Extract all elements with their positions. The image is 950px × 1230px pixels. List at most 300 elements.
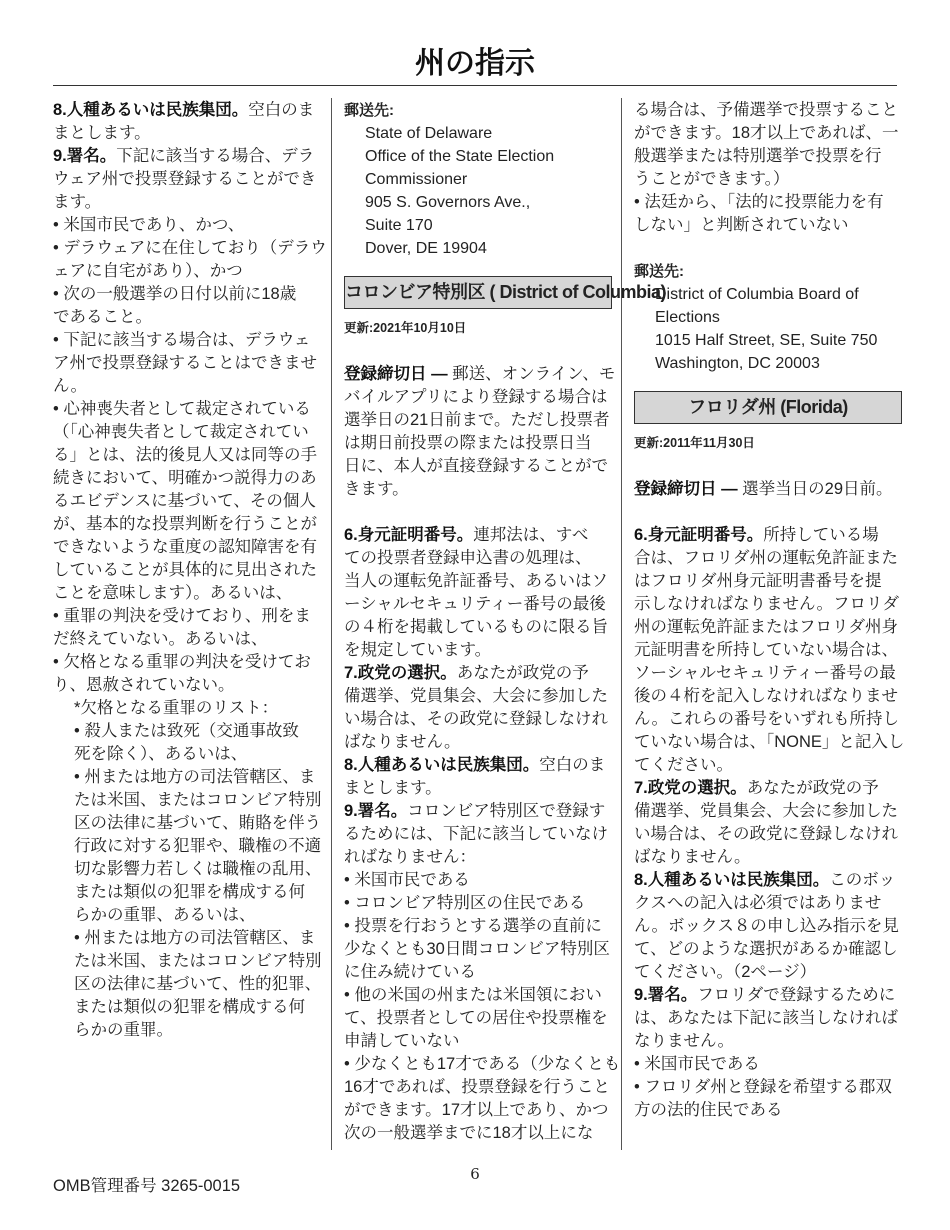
line-text: ばなりません。 <box>634 848 751 866</box>
text-line <box>74 927 325 950</box>
text-line <box>634 915 902 938</box>
state-section-header <box>634 391 902 424</box>
text-line <box>53 375 325 398</box>
text-line <box>634 639 902 662</box>
text-line <box>53 398 325 421</box>
text-line <box>344 639 612 662</box>
instruction-paragraph <box>634 777 902 869</box>
line-text: 更新:2011年11月30日 <box>634 436 755 450</box>
text-line <box>634 708 902 731</box>
line-text: まとします。 <box>344 779 442 797</box>
line-text: る」とは、法的後見人又は同等の手 <box>53 446 317 464</box>
line-text: 区の法律に基づいて、賄賂を伴う <box>74 814 322 832</box>
line-text: たは米国、またはコロンビア特別 <box>74 791 322 809</box>
line-text: てください。 <box>634 756 733 774</box>
line-text: 郵送、オンライン、モ <box>452 365 616 383</box>
line-text: • 心神喪失者として裁定されている <box>53 400 311 418</box>
text-line <box>53 559 325 582</box>
text-line <box>634 892 902 915</box>
line-text: 区の法律に基づいて、性的犯罪、 <box>74 975 322 993</box>
item-heading: 登録締切日 — <box>344 365 453 383</box>
line-text: • フロリダ州と登録を希望する郡双 <box>634 1078 892 1096</box>
line-text: • 下記に該当する場合は、デラウェ <box>53 331 311 349</box>
text-line <box>344 1053 621 1076</box>
line-text: ての投票者登録申込書の処理は、 <box>344 549 592 567</box>
line-text: ができます。18才以上であれば、一 <box>634 124 899 142</box>
line-text: District of Columbia Board of <box>655 286 859 303</box>
line-text: • 他の米国の州または米国領におい <box>344 986 602 1004</box>
instruction-paragraph <box>344 800 612 869</box>
text-line <box>344 777 612 800</box>
text-line <box>344 754 612 777</box>
line-text: 申請していない <box>344 1032 460 1050</box>
instruction-paragraph <box>634 191 902 237</box>
text-line <box>344 961 612 984</box>
text-line <box>634 593 902 616</box>
line-text: 元証明書を所持していない場合は、 <box>634 641 898 659</box>
instruction-paragraph <box>53 398 325 605</box>
line-text: • 殺人または致死（交通事故致 <box>74 722 299 740</box>
text-line <box>53 490 325 513</box>
text-line <box>345 277 666 308</box>
line-text: • 欠格となる重罪の判決を受けてお <box>53 653 311 671</box>
item-heading: 9.署名。 <box>634 986 698 1004</box>
line-text: 日に、本人が直接登録することがで <box>344 457 608 475</box>
line-text: クスへの記入は必須ではありませ <box>634 894 882 912</box>
line-text: 州の運転免許証またはフロリダ州身 <box>634 618 898 636</box>
text-line <box>634 524 902 547</box>
line-text: うことができます。） <box>634 170 790 188</box>
line-text: て、どのような選択があるか確認し <box>634 940 898 958</box>
line-text: らかの重罪。 <box>74 1021 173 1039</box>
line-text: ェアに自宅があり）、かつ <box>53 262 243 280</box>
line-text: ます。 <box>53 193 102 211</box>
line-text: または類似の犯罪を構成する何 <box>74 883 305 901</box>
text-line <box>634 961 902 984</box>
line-text: フロリダ州 (Florida) <box>688 397 848 417</box>
item-heading: 9.署名。 <box>53 147 117 165</box>
line-text: 少なくとも30日間コロンビア特別区 <box>344 940 610 958</box>
text-line <box>344 1076 612 1099</box>
line-text: ばなりません。 <box>344 733 461 751</box>
line-text: 方の法的住民である <box>634 1101 783 1119</box>
column-3 <box>634 99 905 1122</box>
text-line <box>634 570 902 593</box>
text-line <box>634 1076 902 1099</box>
line-text: 続きにおいて、明確かつ説得力のあ <box>53 469 317 487</box>
line-text: が、基本的な投票判断を行うことが <box>53 515 317 533</box>
text-line <box>365 214 612 237</box>
line-text: て、投票者としての居住や投票権を <box>344 1009 608 1027</box>
line-text: 1015 Half Street, SE, Suite 750 <box>655 332 878 349</box>
line-text: 次の一般選挙までに18才以上にな <box>344 1124 594 1142</box>
line-text: 選挙日の21日前まで。ただし投票者 <box>344 411 610 429</box>
text-line <box>53 283 325 306</box>
text-line <box>74 812 325 835</box>
instruction-paragraph <box>53 214 325 237</box>
title-divider <box>53 85 897 86</box>
text-line <box>74 950 325 973</box>
text-line <box>74 743 325 766</box>
text-line <box>74 904 325 927</box>
text-line <box>634 846 902 869</box>
text-line <box>53 214 325 237</box>
line-text: は、あなたは下記に該当しなければ <box>634 1009 898 1027</box>
text-line <box>344 685 612 708</box>
instruction-paragraph <box>634 99 902 191</box>
text-line <box>344 938 612 961</box>
line-text: るためには、下記に該当していなけ <box>344 825 608 843</box>
instruction-paragraph <box>53 99 325 145</box>
line-text: たは米国、またはコロンビア特別 <box>74 952 322 970</box>
line-text: Commissioner <box>365 171 468 188</box>
line-text: の４桁を掲載しているものに限る旨 <box>344 618 608 636</box>
line-text: 下記に該当する場合、デラ <box>116 147 315 165</box>
item-heading: 8.人種あるいは民族集団。 <box>344 756 540 774</box>
item-heading: 7.政党の選択。 <box>344 664 457 682</box>
omb-control-number: OMB管理番号 3265-0015 <box>53 1177 241 1195</box>
instruction-paragraph <box>53 237 325 283</box>
text-line <box>344 386 612 409</box>
instruction-paragraph <box>344 524 612 662</box>
page-title: 州の指示 <box>415 46 535 81</box>
text-line <box>634 823 902 846</box>
text-line <box>655 329 902 352</box>
text-line <box>53 99 325 122</box>
line-text: ればなりません： <box>344 848 476 866</box>
line-text: に住み続けている <box>344 963 476 981</box>
text-line <box>344 869 612 892</box>
line-text: ア州で投票登録することはできませ <box>53 354 317 372</box>
line-text: 所持している場 <box>763 526 879 544</box>
instruction-paragraph <box>53 720 325 766</box>
line-text: • 州または地方の司法管轄区、ま <box>74 768 316 786</box>
line-text: できないような重度の認知障害を有 <box>53 538 317 556</box>
line-text: 行政に対する犯罪や、職権の不適 <box>74 837 322 855</box>
line-text: *欠格となる重罪のリスト： <box>74 699 279 717</box>
line-text: Dover, DE 19904 <box>365 240 487 257</box>
line-text: していることが具体的に見出された <box>53 561 317 579</box>
updated-date <box>344 317 612 340</box>
text-line <box>53 651 325 674</box>
line-text: State of Delaware <box>365 125 493 142</box>
instruction-paragraph <box>53 697 325 720</box>
text-line <box>53 191 325 214</box>
text-line <box>634 191 902 214</box>
text-line <box>53 306 325 329</box>
line-text: であること。 <box>53 308 152 326</box>
text-line <box>53 536 325 559</box>
line-text: ソーシャルセキュリティー番号の最 <box>634 664 896 682</box>
line-text: 郵送先: <box>344 102 394 119</box>
line-text: い場合は、その政党に登録しなけれ <box>634 825 898 843</box>
text-line <box>344 1099 612 1122</box>
text-line <box>74 1019 325 1042</box>
text-line <box>344 547 612 570</box>
line-text: あなたが政党の予 <box>456 664 589 682</box>
line-text: ん。これらの番号をいずれも所持し <box>634 710 899 728</box>
text-line <box>655 306 902 329</box>
text-line <box>634 122 902 145</box>
line-text: ん。ボックス８の申し込み指示を見 <box>634 917 899 935</box>
text-line <box>74 766 325 789</box>
item-heading: 7.政党の選択。 <box>634 779 747 797</box>
instruction-paragraph <box>634 524 905 777</box>
text-line <box>53 260 325 283</box>
text-line <box>634 214 902 237</box>
line-text: ウェア州で投票登録することができ <box>53 170 317 188</box>
line-text: Suite 170 <box>365 217 433 234</box>
line-text: Elections <box>655 309 720 326</box>
text-line <box>53 352 325 375</box>
text-line <box>634 260 902 283</box>
instruction-paragraph <box>634 984 902 1053</box>
line-text: きます。 <box>344 480 409 498</box>
line-text: Office of the State Election <box>365 148 555 165</box>
text-line <box>344 455 612 478</box>
column-1 <box>53 99 325 1042</box>
text-line <box>344 432 612 455</box>
line-text: を規定しています。 <box>344 641 492 659</box>
text-line <box>344 99 612 122</box>
line-text: 般選挙または特別選挙で投票を行 <box>634 147 882 165</box>
line-text: （「心神喪失者として裁定されてい <box>53 423 309 441</box>
mailing-label <box>634 260 902 283</box>
line-text: 死を除く）、あるいは、 <box>74 745 248 763</box>
text-line <box>74 720 325 743</box>
text-line <box>365 168 612 191</box>
column-divider <box>331 98 332 1150</box>
text-line <box>344 409 612 432</box>
line-text: る場合は、予備選挙で投票すること <box>634 101 898 119</box>
column-2 <box>344 99 666 1145</box>
line-text: い場合は、その政党に登録しなけれ <box>344 710 608 728</box>
text-line <box>344 892 612 915</box>
column-divider <box>621 98 622 1150</box>
instruction-paragraph <box>53 605 325 651</box>
text-line <box>634 800 902 823</box>
text-line <box>634 731 905 754</box>
instruction-paragraph <box>634 869 902 984</box>
text-line <box>634 1053 902 1076</box>
instruction-paragraph <box>344 869 612 892</box>
text-line <box>655 283 902 306</box>
item-heading: 8.人種あるいは民族集団。 <box>634 871 830 889</box>
text-line <box>74 996 325 1019</box>
line-text: は期日前投票の際または投票日当 <box>344 434 592 452</box>
line-text: フロリダで登録するために <box>697 986 896 1004</box>
text-line <box>344 800 612 823</box>
line-text: あなたが政党の予 <box>746 779 879 797</box>
text-line <box>53 582 325 605</box>
line-text: ーシャルセキュリティー番号の最後 <box>344 595 606 613</box>
text-line <box>344 616 612 639</box>
text-line <box>634 478 902 501</box>
text-line <box>344 1122 612 1145</box>
line-text: 選挙当日の29日前。 <box>742 480 893 498</box>
line-text: • 州または地方の司法管轄区、ま <box>74 929 316 947</box>
text-line <box>365 122 612 145</box>
text-line <box>74 973 325 996</box>
text-line <box>344 524 612 547</box>
text-line <box>53 674 325 697</box>
page-number: 6 <box>470 1165 480 1183</box>
text-line <box>344 478 612 501</box>
text-line <box>53 421 325 444</box>
line-text: るエビデンスに基づいて、その個人 <box>53 492 316 510</box>
text-line <box>53 145 325 168</box>
line-text: • 米国市民であり、かつ、 <box>53 216 245 234</box>
text-line <box>634 869 902 892</box>
text-line <box>53 605 325 628</box>
line-text: 905 S. Governors Ave., <box>365 194 531 211</box>
text-line <box>53 444 325 467</box>
text-line <box>344 1007 612 1030</box>
line-text: • 次の一般選挙の日付以前に18歳 <box>53 285 297 303</box>
text-line <box>74 858 325 881</box>
text-line <box>53 237 325 260</box>
line-text: バイルアプリにより登録する場合は <box>344 388 608 406</box>
updated-date <box>634 432 902 455</box>
item-heading: 6.身元証明番号。 <box>634 526 764 544</box>
line-text: • コロンビア特別区の住民である <box>344 894 586 912</box>
item-heading: 6.身元証明番号。 <box>344 526 474 544</box>
text-line <box>53 513 325 536</box>
line-text: コロンビア特別区 ( District of Columbia) <box>345 282 666 302</box>
text-line <box>344 1030 612 1053</box>
text-line <box>634 777 902 800</box>
text-line <box>634 168 902 191</box>
line-text: ん。 <box>53 377 87 395</box>
line-text: 空白のま <box>539 756 606 774</box>
line-text: 備選挙、党員集会、大会に参加した <box>344 687 608 705</box>
instruction-paragraph <box>634 1053 902 1076</box>
line-text: らかの重罪、あるいは、 <box>74 906 256 924</box>
line-text: ていない場合は、「NONE」と記入し <box>634 733 905 751</box>
text-line <box>344 731 612 754</box>
line-text: 備選挙、党員集会、大会に参加した <box>634 802 898 820</box>
instruction-paragraph <box>53 651 325 697</box>
instruction-paragraph <box>53 927 325 1042</box>
state-section-header <box>344 276 666 309</box>
instruction-paragraph <box>344 892 612 915</box>
text-line <box>53 329 325 352</box>
line-text: • デラウェアに在住しており（デラウ <box>53 239 327 257</box>
text-line <box>634 754 902 777</box>
text-line <box>634 1007 902 1030</box>
line-text: り、恩赦されていない。 <box>53 676 235 694</box>
text-line <box>74 881 325 904</box>
text-line <box>344 823 612 846</box>
instruction-paragraph <box>53 766 325 927</box>
text-line <box>634 99 902 122</box>
line-text: ことを意味します）。あるいは、 <box>53 584 293 602</box>
line-text: 後の４桁を記入しなければなりませ <box>634 687 898 705</box>
mailing-address <box>344 122 612 260</box>
line-text: • 米国市民である <box>344 871 470 889</box>
item-heading: 9.署名。 <box>344 802 408 820</box>
line-text: 示しなければなりません。フロリダ <box>634 595 899 613</box>
text-line <box>365 237 612 260</box>
text-line <box>655 352 902 375</box>
line-text: だ終えていない。あるいは、 <box>53 630 268 648</box>
text-line <box>634 1099 902 1122</box>
mailing-address <box>634 283 902 375</box>
text-line <box>634 662 902 685</box>
text-line <box>344 708 612 731</box>
text-line <box>634 547 902 570</box>
text-line <box>344 915 612 938</box>
instruction-paragraph <box>634 1076 902 1122</box>
instruction-paragraph <box>344 984 612 1053</box>
text-line <box>53 168 325 191</box>
instruction-paragraph <box>53 329 325 398</box>
text-line <box>634 432 902 455</box>
text-line <box>634 1030 902 1053</box>
text-line <box>74 789 325 812</box>
line-text: 16才であれば、投票登録を行うこと <box>344 1078 610 1096</box>
line-text: • 法廷から、「法的に投票能力を有 <box>634 193 884 211</box>
text-line <box>344 570 612 593</box>
line-text: • 投票を行おうとする選挙の直前に <box>344 917 602 935</box>
line-text: まとします。 <box>53 124 151 142</box>
item-heading: 登録締切日 — <box>634 480 743 498</box>
text-line <box>365 191 612 214</box>
text-line <box>344 317 612 340</box>
line-text: • 米国市民である <box>634 1055 760 1073</box>
line-text: なりません。 <box>634 1032 734 1050</box>
line-text: Washington, DC 20003 <box>655 355 820 372</box>
text-line <box>53 467 325 490</box>
text-line <box>74 697 325 720</box>
line-text: ができます。17才以上であり、かつ <box>344 1101 609 1119</box>
mailing-label <box>344 99 612 122</box>
instruction-paragraph <box>344 754 612 800</box>
text-line <box>634 938 902 961</box>
text-line <box>365 145 612 168</box>
text-line <box>74 835 325 858</box>
text-line <box>635 392 901 423</box>
line-text: はフロリダ州身元証明書番号を提 <box>634 572 882 590</box>
text-line <box>344 593 612 616</box>
line-text: 連邦法は、すべ <box>473 526 589 544</box>
text-line <box>53 122 325 145</box>
instruction-paragraph <box>344 363 616 501</box>
line-text: コロンビア特別区で登録す <box>407 802 606 820</box>
text-line <box>344 984 612 1007</box>
line-text: 当人の運転免許証番号、あるいはソ <box>344 572 608 590</box>
item-heading: 8.人種あるいは民族集団。 <box>53 101 249 119</box>
instruction-paragraph <box>634 478 902 501</box>
instruction-paragraph <box>53 283 325 329</box>
instruction-paragraph <box>344 915 612 984</box>
line-text: • 重罪の判決を受けており、刑をま <box>53 607 311 625</box>
text-line <box>344 846 612 869</box>
text-line <box>634 984 902 1007</box>
text-line <box>344 363 616 386</box>
line-text: 合は、フロリダ州の運転免許証また <box>634 549 898 567</box>
text-line <box>634 616 902 639</box>
line-text: 切な影響力若しくは職権の乱用、 <box>74 860 322 878</box>
line-text: 空白のま <box>248 101 315 119</box>
line-text: しない」と判断されていない <box>634 216 849 234</box>
line-text: 更新:2021年10月10日 <box>344 321 467 335</box>
text-line <box>53 628 325 651</box>
text-line <box>634 145 902 168</box>
instruction-paragraph <box>53 145 325 214</box>
text-line <box>344 662 612 685</box>
instruction-paragraph <box>344 662 612 754</box>
